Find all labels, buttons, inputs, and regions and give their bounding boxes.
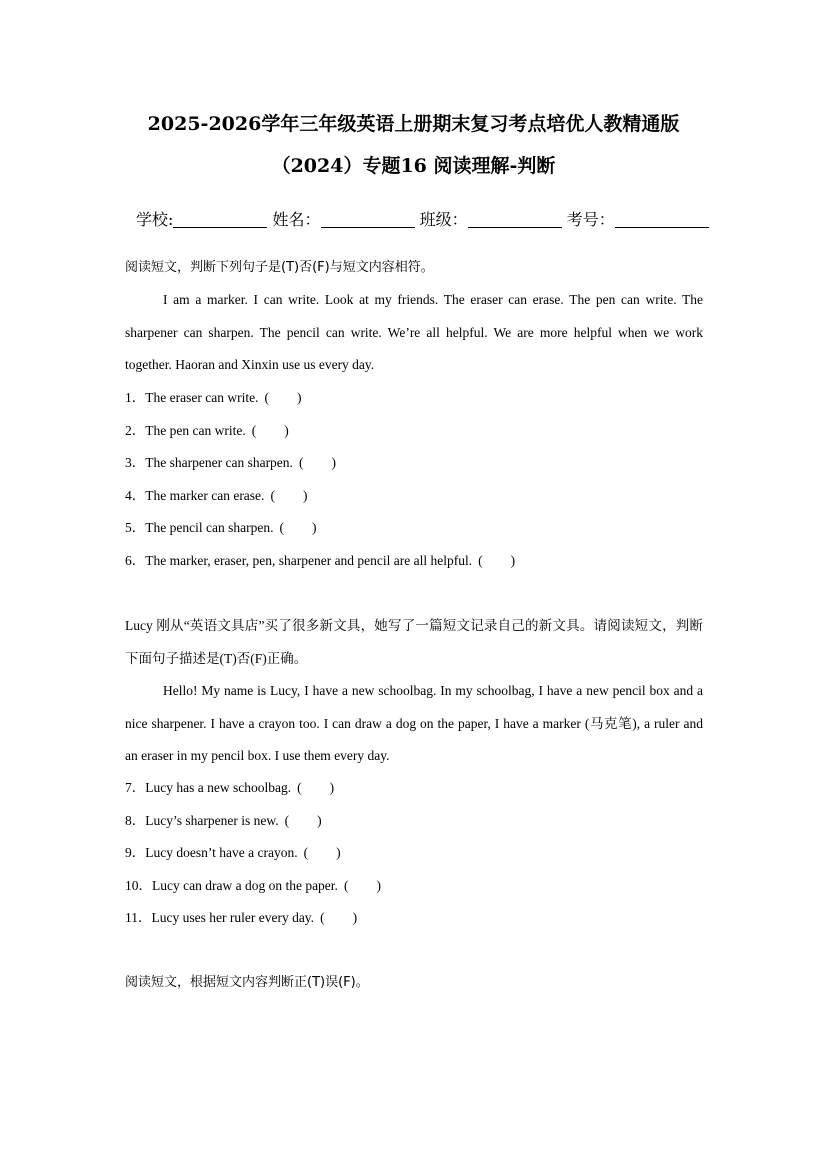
question-8 xyxy=(125,811,322,831)
question-3 xyxy=(125,453,336,473)
answer-blank[interactable]: ( ) xyxy=(284,813,322,828)
question-number: 6． xyxy=(125,553,146,568)
question-text: Lucy can draw a dog on the paper. xyxy=(152,878,338,893)
question-number: 8． xyxy=(125,813,146,828)
question-text: Lucy uses her ruler every day. xyxy=(151,910,315,925)
question-4 xyxy=(125,486,307,506)
question-11 xyxy=(125,908,357,928)
question-number: 1． xyxy=(125,390,146,405)
question-text: Lucy has a new schoolbag. xyxy=(145,780,292,795)
page-title-line-2: （2024）专题16 阅读理解-判断 xyxy=(271,155,556,177)
section2-instruction: Lucy 刚从“英语文具店”买了很多新文具，她写了一篇短文记录自己的新文具。请阅读短文，判断下面句子描述是(T)否(F)正确。 xyxy=(125,618,703,666)
answer-blank[interactable]: ( ) xyxy=(297,780,335,795)
question-text: The marker, eraser, pen, sharpener and pencil are all helpful. xyxy=(145,553,473,568)
answer-blank[interactable]: ( ) xyxy=(298,455,336,470)
section1-passage: I am a marker. I can write. Look at my friends. The eraser can erase. The pen can write. The sharpener can sharpen. The pencil can write. We’re all helpful. We are more helpful when we work together. Haoran and Xinxin use us every day. xyxy=(125,292,703,372)
question-text: The eraser can write. xyxy=(145,390,259,405)
answer-blank[interactable]: ( ) xyxy=(279,520,317,535)
question-1 xyxy=(125,388,301,408)
class-label: 班级： xyxy=(419,210,468,229)
question-2 xyxy=(125,421,289,441)
question-number: 4． xyxy=(125,488,146,503)
name-label: 姓名： xyxy=(272,210,321,229)
answer-blank[interactable]: ( ) xyxy=(478,553,516,568)
question-number: 10． xyxy=(125,878,152,893)
question-text: The sharpener can sharpen. xyxy=(145,455,293,470)
question-9 xyxy=(125,843,341,863)
question-number: 11． xyxy=(125,910,152,925)
student-info-row xyxy=(136,208,696,234)
question-7 xyxy=(125,778,334,798)
answer-blank[interactable]: ( ) xyxy=(251,423,289,438)
question-number: 7． xyxy=(125,780,146,795)
question-5 xyxy=(125,518,316,538)
question-number: 9． xyxy=(125,845,146,860)
question-number: 2． xyxy=(125,423,146,438)
section1-instruction: 阅读短文，判断下列句子是(T)否(F)与短文内容相符。 xyxy=(125,260,434,275)
question-10 xyxy=(125,876,381,896)
section2-passage: Hello! My name is Lucy, I have a new schoolbag. In my schoolbag, I have a new pencil box and a nice sharpener. I have a crayon too. I can draw a dog on the paper, I have a marker (马克笔), a ruler and an eraser in my pencil box. I use them every day. xyxy=(125,683,703,763)
name-blank[interactable] xyxy=(321,209,415,228)
answer-blank[interactable]: ( ) xyxy=(270,488,308,503)
exam-number-label: 考号： xyxy=(566,210,615,229)
school-blank[interactable] xyxy=(173,209,267,228)
answer-blank[interactable]: ( ) xyxy=(264,390,302,405)
question-text: The marker can erase. xyxy=(145,488,265,503)
school-label: 学校: xyxy=(136,210,174,229)
answer-blank[interactable]: ( ) xyxy=(343,878,381,893)
question-number: 5． xyxy=(125,520,146,535)
page-title-line-1: 2025-2026学年三年级英语上册期末复习考点培优人教精通版 xyxy=(147,113,680,135)
exam-number-blank[interactable] xyxy=(615,209,709,228)
question-text: The pen can write. xyxy=(145,423,246,438)
answer-blank[interactable]: ( ) xyxy=(303,845,341,860)
answer-blank[interactable]: ( ) xyxy=(320,910,358,925)
question-number: 3． xyxy=(125,455,146,470)
question-text: Lucy doesn’t have a crayon. xyxy=(145,845,298,860)
question-text: Lucy’s sharpener is new. xyxy=(145,813,279,828)
class-blank[interactable] xyxy=(468,209,562,228)
section3-instruction: 阅读短文，根据短文内容判断正(T)误(F)。 xyxy=(125,975,369,990)
question-text: The pencil can sharpen. xyxy=(145,520,274,535)
question-6 xyxy=(125,551,515,571)
